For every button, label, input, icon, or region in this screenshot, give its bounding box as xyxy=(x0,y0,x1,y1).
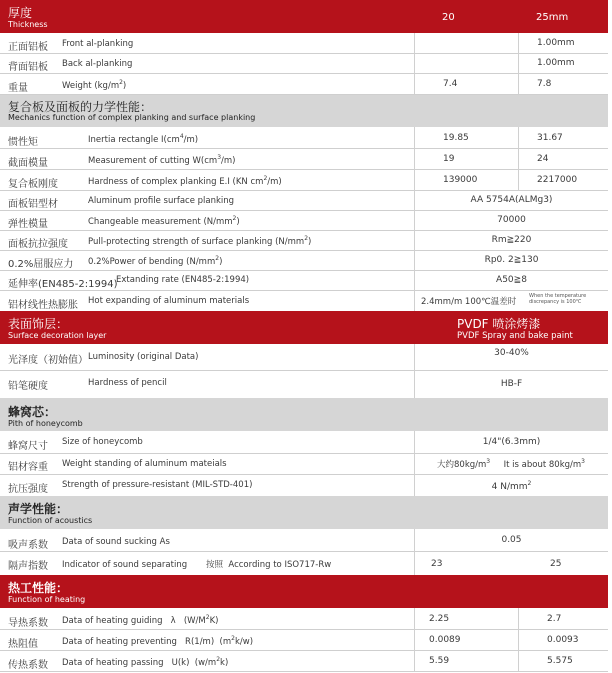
row-value-1: 23 xyxy=(431,559,443,569)
row-en-tail: /m) xyxy=(221,155,236,166)
value-cells xyxy=(414,290,608,311)
row-en-tail: ) xyxy=(122,80,127,91)
row-cn: 截面模量 xyxy=(8,158,48,169)
row-profile xyxy=(0,190,608,211)
mechanics-en: Mechanics function of complex planking and surface planking xyxy=(8,113,256,122)
row-en-tail: /m) xyxy=(267,176,282,187)
column-divider xyxy=(518,127,519,148)
row-en xyxy=(62,656,228,668)
row-thermal xyxy=(0,290,608,312)
value-cells xyxy=(414,453,608,474)
value-cells xyxy=(414,551,608,575)
row-value-2: 2.7 xyxy=(547,614,562,624)
row-value-tail: It is about 80kg/m xyxy=(490,460,582,470)
row-changeable xyxy=(0,210,608,231)
row-cn: 面板抗拉强度 xyxy=(8,239,68,250)
column-divider xyxy=(518,33,519,53)
row-sound-sucking xyxy=(0,529,608,552)
row-en xyxy=(62,635,253,647)
row-value: 1/4"(6.3mm) xyxy=(482,437,541,447)
acoustics-section xyxy=(0,496,608,529)
row-value-2: 7.8 xyxy=(537,79,552,89)
row-en xyxy=(88,235,311,247)
row-en xyxy=(88,175,282,187)
row-en-tail: ) xyxy=(236,216,240,227)
row-value: 70000 xyxy=(497,215,526,225)
row-value-text: 4 N/mm xyxy=(491,482,528,492)
row-en-tail: /m) xyxy=(183,134,199,145)
row-value-1: 7.4 xyxy=(443,79,458,89)
row-en: Luminosity (original Data) xyxy=(88,352,199,362)
row-extending xyxy=(0,270,608,291)
column-divider xyxy=(518,148,519,169)
row-value-1: 0.0089 xyxy=(429,635,461,645)
acoustics-en: Function of acoustics xyxy=(8,516,93,525)
row-honeycomb-size xyxy=(0,431,608,454)
surface-cn: 表面饰层： xyxy=(8,317,69,331)
row-value-1: 139000 xyxy=(443,175,478,185)
row-en xyxy=(62,79,126,91)
value-cells xyxy=(414,33,608,53)
row-en-tail: ) xyxy=(219,256,223,267)
heating-cn: 热工性能： xyxy=(8,581,69,595)
column-divider xyxy=(518,608,519,629)
row-value-2: 31.67 xyxy=(537,133,563,143)
value-cells xyxy=(414,370,608,398)
row-en-sup: 2 xyxy=(215,255,220,262)
row-pressure xyxy=(0,474,608,497)
row-en-text: Data of heating guiding λ (W/M xyxy=(62,615,206,626)
row-en-sup: 2 xyxy=(216,656,221,663)
row-en-tail: ) xyxy=(308,236,312,247)
row-cutting xyxy=(0,148,608,170)
row-en-text: 0.2%Power of bending (N/mm xyxy=(88,256,216,267)
row-cn: 蜂窝尺寸 xyxy=(8,441,48,452)
row-cn: 正面铝板 xyxy=(8,42,48,53)
row-en-text: Changeable measurement (N/mm xyxy=(88,216,233,227)
row-en xyxy=(88,215,240,227)
value-cells xyxy=(414,230,608,250)
row-en: Weight standing of aluminum mateials xyxy=(62,459,227,469)
row-en-text: Inertia rectangle I(cm xyxy=(88,134,180,145)
mechanics-section xyxy=(0,95,608,127)
row-value-2: 2217000 xyxy=(537,175,578,185)
row-cn: 延伸率(EN485-2:1994) xyxy=(8,279,118,290)
row-value-2: 25 xyxy=(550,559,562,569)
row-cn: 复合板刚度 xyxy=(8,179,58,190)
column-divider xyxy=(518,169,519,190)
row-en-tail: k) xyxy=(220,657,229,668)
row-value-1: 2.25 xyxy=(429,614,450,624)
row-value xyxy=(437,458,585,470)
row-value: A50≧8 xyxy=(496,275,527,285)
row-cn: 传热系数 xyxy=(8,660,48,671)
row-cn: 导热系数 xyxy=(8,618,48,629)
row-value: HB-F xyxy=(500,379,523,389)
row-cn: 弹性模量 xyxy=(8,219,48,230)
row-value-sup: 3 xyxy=(486,458,491,466)
row-front-planking xyxy=(0,33,608,54)
row-en-sup: 2 xyxy=(119,79,123,86)
row-cn: 重量 xyxy=(8,83,28,94)
row-value-text: 大约80kg/m xyxy=(437,460,487,470)
value-cells xyxy=(414,431,608,453)
honeycomb-en: Pith of honeycomb xyxy=(8,419,83,428)
row-cn: 吸声系数 xyxy=(8,540,48,551)
surface-value-cn: PVDF 喷涂烤漆 xyxy=(457,317,541,331)
row-en: Hardness of pencil xyxy=(88,378,167,388)
thickness-cn: 厚度 xyxy=(8,6,33,20)
row-pencil xyxy=(0,370,608,398)
row-hardness xyxy=(0,169,608,191)
row-en: Aluminum profile surface planking xyxy=(88,196,235,206)
row-heat-passing xyxy=(0,650,608,672)
row-en-text: Weight (kg/m xyxy=(62,80,120,91)
value-cells xyxy=(414,53,608,73)
row-en-text: Pull-protecting strength of surface planking (N/mm xyxy=(88,236,305,247)
row-cn: 隔声指数 xyxy=(8,561,48,572)
row-value: Rm≧220 xyxy=(491,235,532,245)
honeycomb-cn: 蜂窝芯： xyxy=(8,405,57,419)
value-cells xyxy=(414,127,608,148)
row-luminosity xyxy=(0,344,608,371)
row-value-2: 5.575 xyxy=(547,656,573,666)
value-cells xyxy=(414,270,608,290)
row-en xyxy=(88,133,198,145)
row-honeycomb-weight xyxy=(0,453,608,475)
surface-value-en: PVDF Spray and bake paint xyxy=(457,331,573,341)
row-en-sup: 2 xyxy=(231,635,235,642)
value-cells xyxy=(414,344,608,370)
value-cells xyxy=(414,608,608,629)
row-en: Data of sound sucking As xyxy=(62,537,170,547)
thickness-col2: 25mm xyxy=(536,12,569,23)
row-back-planking xyxy=(0,53,608,74)
row-note: When the temperature discrepancy is 100℃ xyxy=(529,293,587,305)
value-cells xyxy=(414,190,608,210)
row-value xyxy=(415,480,608,492)
row-en-tail: k/w) xyxy=(234,636,254,647)
row-value: 0.05 xyxy=(501,535,522,545)
row-value: 2.4mm/m 100℃温差时 xyxy=(421,297,517,307)
column-divider xyxy=(518,73,519,94)
row-value-2: 24 xyxy=(537,154,549,164)
row-en-tail: K) xyxy=(209,615,219,626)
row-value: 1.00mm xyxy=(537,38,575,48)
value-cells xyxy=(414,250,608,270)
row-cn: 面板铝型材 xyxy=(8,199,58,210)
row-en: Indicator of sound separating 按照 According to ISO717-Rw xyxy=(62,560,332,570)
value-cells xyxy=(414,169,608,190)
row-en-sup: 3 xyxy=(217,154,222,161)
row-en: Size of honeycomb xyxy=(62,437,143,447)
row-cn: 惯性矩 xyxy=(8,137,38,148)
value-cells xyxy=(414,629,608,650)
row-en-sup: 2 xyxy=(304,235,309,242)
column-divider xyxy=(518,53,519,73)
row-pull xyxy=(0,230,608,251)
honeycomb-section xyxy=(0,398,608,431)
row-en: Front al-planking xyxy=(62,39,134,49)
row-en-sup: 2 xyxy=(263,175,268,182)
value-cells xyxy=(414,210,608,230)
row-cn: 光泽度（初始值） xyxy=(8,355,88,366)
row-heat-preventing xyxy=(0,629,608,651)
row-value-1: 19 xyxy=(443,154,455,164)
row-en-text: Measurement of cutting W(cm xyxy=(88,155,218,166)
row-value-2: 0.0093 xyxy=(547,635,579,645)
row-weight xyxy=(0,73,608,95)
value-cells xyxy=(414,650,608,671)
row-cn: 铅笔硬度 xyxy=(8,381,48,392)
heating-section xyxy=(0,575,608,608)
row-cn: 铝材线性热膨胀 xyxy=(8,300,78,311)
row-en-text: Data of heating passing U(k) (w/m xyxy=(62,657,217,668)
row-en-sup: 2 xyxy=(232,215,237,222)
row-inertia xyxy=(0,127,608,149)
value-cells xyxy=(414,529,608,551)
row-cn: 背面铝板 xyxy=(8,62,48,73)
row-cn: 铝材容重 xyxy=(8,462,48,473)
column-divider xyxy=(518,629,519,650)
row-en-sup: 4 xyxy=(179,133,184,140)
acoustics-cn: 声学性能： xyxy=(8,502,69,516)
row-sound-separating xyxy=(0,551,608,575)
thickness-header xyxy=(0,0,608,33)
row-en-text: Hardness of complex planking E.I (KN cm xyxy=(88,176,264,187)
row-en: Back al-planking xyxy=(62,59,133,69)
row-en: Strength of pressure-resistant (MIL-STD-401) xyxy=(62,480,253,490)
surface-en: Surface decoration layer xyxy=(8,331,107,340)
row-cn: 0.2%屈服应力 xyxy=(8,259,74,270)
mechanics-cn: 复合板及面板的力学性能： xyxy=(8,100,153,114)
row-en: Hot expanding of aluminum materials xyxy=(88,296,250,306)
row-en xyxy=(62,614,218,626)
row-value-sup2: 3 xyxy=(581,458,585,466)
row-value: 1.00mm xyxy=(537,58,575,68)
thickness-col1: 20 xyxy=(442,12,455,23)
value-cells xyxy=(414,474,608,496)
row-en-text: Data of heating preventing R(1/m) (m xyxy=(62,636,232,647)
row-value: Rp0. 2≧130 xyxy=(484,255,539,265)
row-value-1: 19.85 xyxy=(443,133,469,143)
row-value-sup: 2 xyxy=(527,480,532,487)
row-value-1: 5.59 xyxy=(429,656,450,666)
value-cells xyxy=(414,148,608,169)
row-en xyxy=(88,255,222,267)
row-value: AA 5754A(ALMg3) xyxy=(470,195,553,205)
row-en: Extanding rate (EN485-2:1994) xyxy=(116,275,250,285)
column-divider xyxy=(518,650,519,671)
row-en xyxy=(88,154,236,166)
thickness-en: Thickness xyxy=(8,20,48,29)
row-cn: 抗压强度 xyxy=(8,484,48,495)
heating-en: Function of heating xyxy=(8,595,86,604)
surface-section xyxy=(0,311,608,344)
row-en-sup: 2 xyxy=(205,614,210,621)
row-bending xyxy=(0,250,608,271)
row-value: 30-40% xyxy=(494,348,529,358)
row-cn: 热阻值 xyxy=(8,639,38,650)
value-cells xyxy=(414,73,608,94)
row-heat-guiding xyxy=(0,608,608,630)
